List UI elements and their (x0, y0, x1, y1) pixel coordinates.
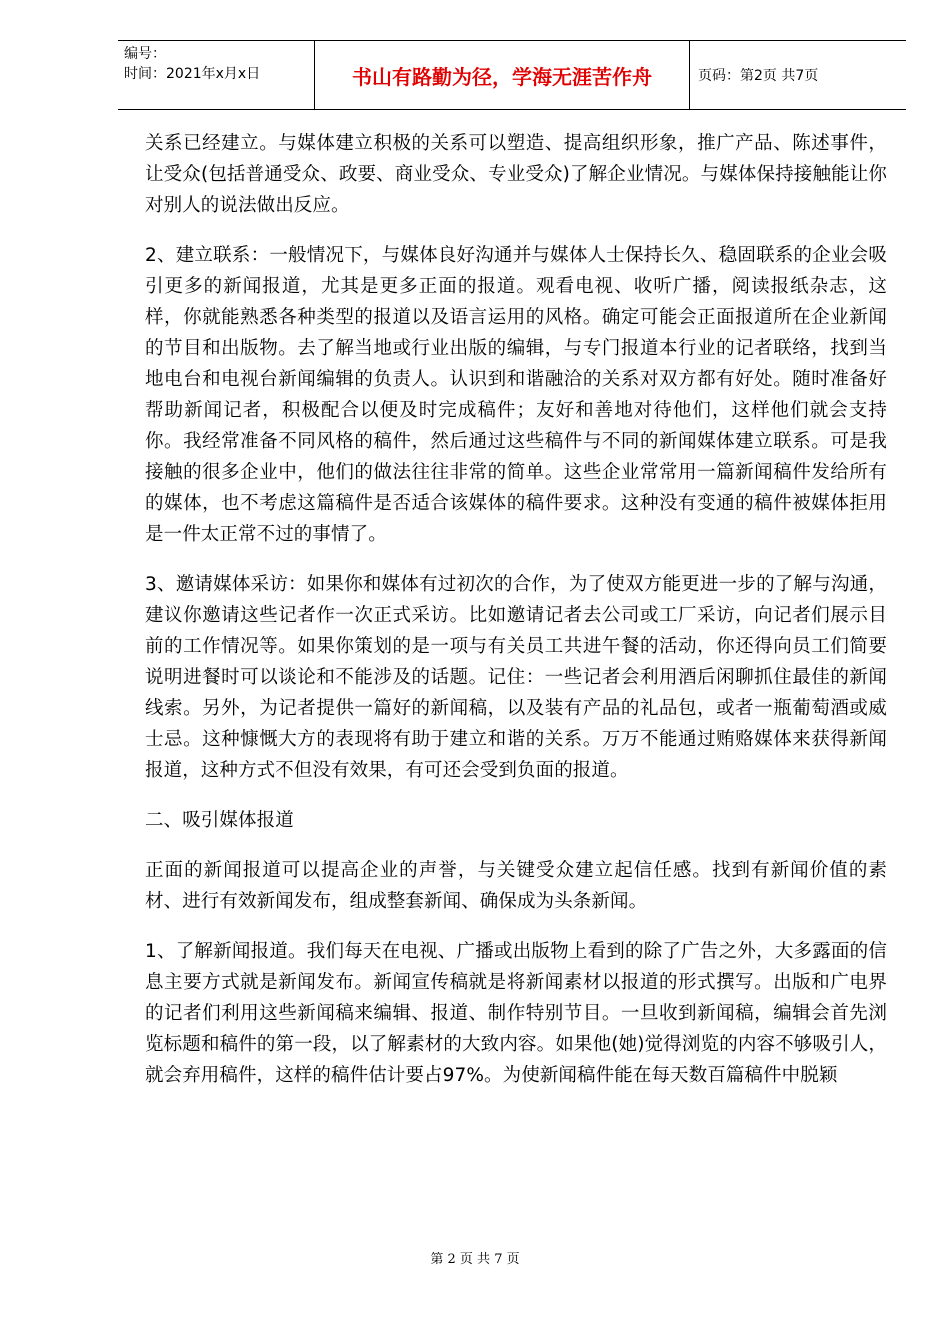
document-body (145, 128, 887, 1110)
paragraph: 2、建立联系：一般情况下，与媒体良好沟通并与媒体人士保持长久、稳固联系的企业会吸引更多的新闻报道，尤其是更多正面的报道。观看电视、收听广播，阅读报纸杂志，这样，你就能熟悉各种类型的报道以及语言运用的风格。确定可能会正面报道所在企业新闻的节目和出版物。去了解当地或行业出版的编辑，与专门报道本行业的记者联络，找到当地电台和电视台新闻编辑的负责人。认识到和谐融洽的关系对双方都有好处。随时准备好帮助新闻记者，积极配合以便及时完成稿件；友好和善地对待他们，这样他们就会支持你。我经常准备不同风格的稿件，然后通过这些稿件与不同的新闻媒体建立联系。可是我接触的很多企业中，他们的做法往往非常的简单。这些企业常常用一篇新闻稿件发给所有的媒体，也不考虑这篇稿件是否适合该媒体的稿件要求。这种没有变通的稿件被媒体拒用是一件太正常不过的事情了。 (145, 245, 887, 545)
paragraph: 1、了解新闻报道。我们每天在电视、广播或出版物上看到的除了广告之外，大多露面的信息主要方式就是新闻发布。新闻宣传稿就是将新闻素材以报道的形式撰写。出版和广电界的记者们利用这些新闻稿来编辑、报道、制作特别节目。一旦收到新闻稿，编辑会首先浏览标题和稿件的第一段，以了解素材的大致内容。如果他(她)觉得浏览的内容不够吸引人，就会弃用稿件，这样的稿件估计要占97%。为使新闻稿件能在每天数百篇稿件中脱颖 (145, 941, 887, 1086)
paragraph: 正面的新闻报道可以提高企业的声誉，与关键受众建立起信任感。找到有新闻价值的素材、进行有效新闻发布，组成整套新闻、确保成为头条新闻。 (145, 860, 887, 912)
header-number: 编号： (124, 46, 166, 62)
paragraph: 3、邀请媒体采访：如果你和媒体有过初次的合作，为了使双方能更进一步的了解与沟通，建议你邀请这些记者作一次正式采访。比如邀请记者去公司或工厂采访，向记者们展示目前的工作情况等。如果你策划的是一项与有关员工共进午餐的活动，你还得向员工们简要说明进餐时可以谈论和不能涉及的话题。记住：一些记者会利用酒后闲聊抓住最佳的新闻线索。另外，为记者提供一篇好的新闻稿，以及装有产品的礼品包，或者一瓶葡萄酒或威士忌。这种慷慨大方的表现将有助于建立和谐的关系。万万不能通过贿赂媒体来获得新闻报道，这种方式不但没有效果，有可还会受到负面的报道。 (145, 574, 887, 781)
paragraph: 关系已经建立。与媒体建立积极的关系可以塑造、提高组织形象，推广产品、陈述事件，让受众(包括普通受众、政要、商业受众、专业受众)了解企业情况。与媒体保持接触能让你对别人的说法做出反应。 (145, 133, 887, 216)
header-meta (118, 41, 315, 109)
header-page: 页码：第2页 共7页 (698, 68, 819, 84)
page-footer: 第 2 页 共 7 页 (430, 1252, 520, 1267)
header-motto: 书山有路勤为径，学海无涯苦作舟 (315, 41, 690, 109)
header-time: 时间：2021年x月x日 (124, 66, 261, 82)
page-header (118, 40, 906, 110)
section-heading: 二、吸引媒体报道 (145, 810, 294, 831)
